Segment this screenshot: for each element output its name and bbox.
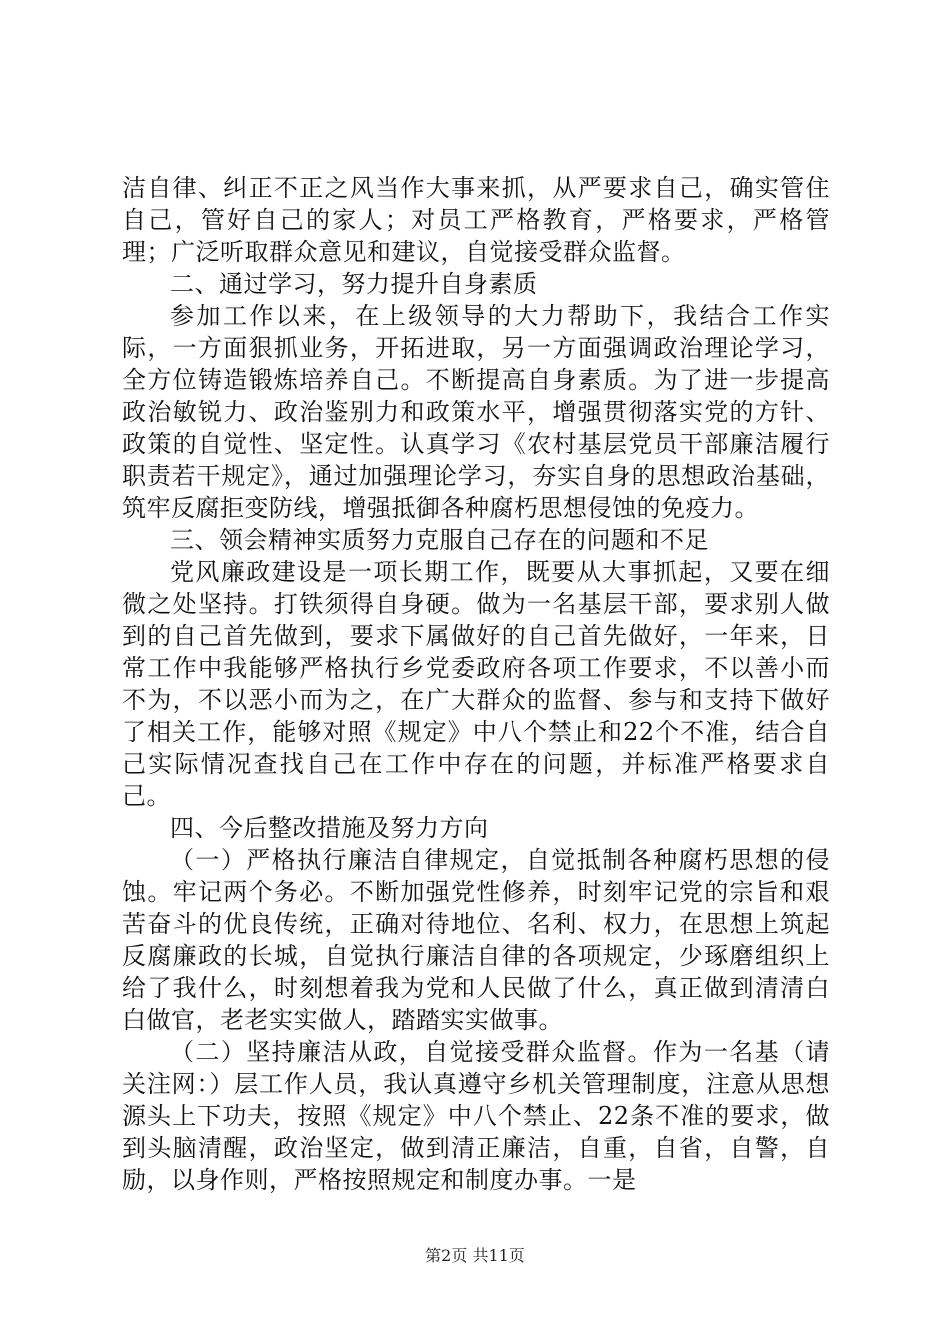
paragraph-continuation: 洁自律、纠正不正之风当作大事来抓，从严要求自己，确实管住自己，管好自己的家人；对员工严格教育，严格要求，严格管理；广泛听取群众意见和建议，自觉接受群众监督。 bbox=[122, 174, 830, 266]
paragraph-study: 参加工作以来，在上级领导的大力帮助下，我结合工作实际，一方面狠抓业务，开拓进取，另一方面强调政治理论学习，全方位铸造锻炼培养自己。不断提高自身素质。为了进一步提高政治敏锐力、政治鉴别力和政策水平，增强贯彻落实党的方针、政策的自觉性、坚定性。认真学习《农村基层党员干部廉洁履行职责若干规定》，通过加强理论学习，夯实自身的思想政治基础，筑牢反腐拒变防线，增强抵御各种腐朽思想侵蚀的免疫力。 bbox=[122, 302, 830, 522]
section-heading-2: 二、通过学习，努力提升自身素质 bbox=[170, 270, 538, 298]
document-body bbox=[122, 172, 830, 1196]
subsection-1: （一）严格执行廉洁自律规定，自觉抵制各种腐朽思想的侵蚀。牢记两个务必。不断加强党性修养，时刻牢记党的宗旨和艰苦奋斗的优良传统，正确对待地位、名利、权力，在思想上筑起反腐廉政的长城，自觉执行廉洁自律的各项规定，少琢磨组织上给了我什么，时刻想着我为党和人民做了什么，真正做到清清白白做官，老老实实做人，踏踏实实做事。 bbox=[122, 846, 830, 1034]
page-footer: 第2页 共11页 bbox=[425, 1246, 525, 1265]
section-heading-3: 三、领会精神实质努力克服自己存在的问题和不足 bbox=[170, 526, 709, 554]
subsection-2: （二）坚持廉洁从政，自觉接受群众监督。作为一名基（请关注网：）层工作人员，我认真遵守乡机关管理制度，注意从思想源头上下功夫，按照《规定》中八个禁止、22条不准的要求，做到头脑清醒，政治坚定，做到清正廉洁，自重，自省，自警，自励，以身作则，严格按照规定和制度办事。一是 bbox=[122, 1038, 830, 1194]
section-heading-4: 四、今后整改措施及努力方向 bbox=[170, 814, 489, 842]
paragraph-integrity: 党风廉政建设是一项长期工作，既要从大事抓起，又要在细微之处坚持。打铁须得自身硬。做为一名基层干部，要求别人做到的自己首先做到，要求下属做好的自己首先做好，一年来，日常工作中我能够严格执行乡党委政府各项工作要求，不以善小而不为，不以恶小而为之，在广大群众的监督、参与和支持下做好了相关工作，能够对照《规定》中八个禁止和22个不准，结合自己实际情况查找自己在工作中存在的问题，并标准严格要求自己。 bbox=[122, 558, 830, 810]
